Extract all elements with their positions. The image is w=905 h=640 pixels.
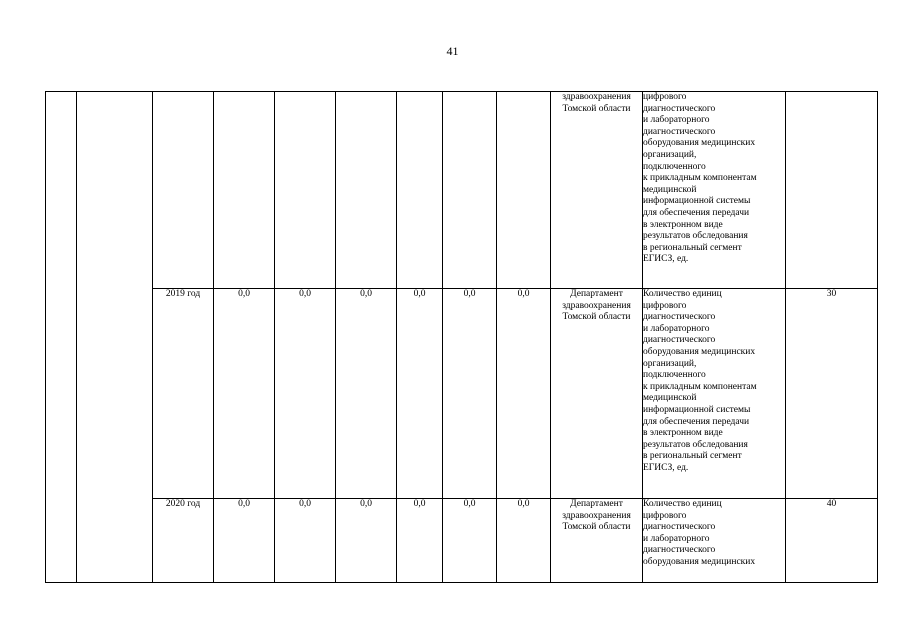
indicator-line: диагностического — [643, 103, 716, 114]
value-cell: 0,0 — [336, 499, 397, 583]
period-cell: 2020 год — [153, 499, 214, 583]
indicator-line: для обеспечения передачи — [643, 416, 750, 427]
indicator-cell — [643, 92, 786, 289]
value-cell — [275, 92, 336, 289]
value-cell: 0,0 — [497, 499, 551, 583]
value-cell — [397, 92, 443, 289]
page-number: 41 — [446, 44, 459, 58]
indicator-line: результатов обследования — [643, 439, 748, 450]
value-cell: 0,0 — [275, 289, 336, 499]
value-cell: 0,0 — [397, 499, 443, 583]
department-line: здравоохранения — [562, 92, 631, 102]
indicator-line: цифрового — [643, 92, 687, 102]
department-line: здравоохранения — [562, 510, 631, 521]
indicator-cell — [643, 289, 786, 499]
indicator-line: организаций, — [643, 358, 697, 369]
department-line: Томской области — [562, 312, 631, 323]
index-cell — [46, 92, 77, 583]
value-cell: 0,0 — [214, 499, 275, 583]
table-row — [46, 499, 878, 583]
indicator-line: результатов обследования — [643, 231, 748, 242]
department-line: Департамент — [570, 499, 623, 509]
indicator-line: оборудования медицинских — [643, 556, 756, 567]
value-cell: 0,0 — [443, 499, 497, 583]
indicator-line: медицинской — [643, 184, 697, 195]
indicator-line: цифрового — [643, 300, 687, 311]
value-cell — [214, 92, 275, 289]
indicator-line: информационной системы — [643, 196, 751, 207]
value-cell — [336, 92, 397, 289]
indicator-line: медицинской — [643, 393, 697, 404]
value-cell: 0,0 — [275, 499, 336, 583]
program-table — [45, 91, 878, 583]
indicator-line: диагностического — [643, 126, 716, 137]
indicator-line: для обеспечения передачи — [643, 207, 750, 218]
indicator-line: оборудования медицинских — [643, 346, 756, 357]
table-row — [46, 92, 878, 289]
indicator-line: к прикладным компонентам — [643, 173, 757, 184]
indicator-line: ЕГИСЗ, ед. — [643, 462, 689, 473]
department-cell — [551, 289, 643, 499]
value-cell: 0,0 — [336, 289, 397, 499]
target-cell — [786, 92, 878, 289]
department-cell — [551, 92, 643, 289]
indicator-line: диагностического — [643, 545, 716, 556]
department-line: Департамент — [570, 289, 623, 299]
indicator-line: к прикладным компонентам — [643, 381, 757, 392]
indicator-line: и лабораторного — [643, 533, 710, 544]
period-cell — [153, 92, 214, 289]
indicator-line: подключенного — [643, 370, 706, 381]
table-row — [46, 289, 878, 499]
value-cell — [497, 92, 551, 289]
indicator-line: диагностического — [643, 312, 716, 323]
indicator-line: и лабораторного — [643, 115, 710, 126]
indicator-line: диагностического — [643, 335, 716, 346]
value-cell: 0,0 — [214, 289, 275, 499]
department-cell — [551, 499, 643, 583]
indicator-line: в региональный сегмент — [643, 451, 742, 462]
indicator-line: организаций, — [643, 149, 697, 160]
department-line: Томской области — [562, 103, 631, 114]
indicator-line: оборудования медицинских — [643, 138, 756, 149]
indicator-line: в электронном виде — [643, 219, 723, 230]
department-line: Томской области — [562, 522, 631, 533]
indicator-line: Количество единиц — [643, 289, 722, 299]
value-cell: 0,0 — [443, 289, 497, 499]
indicator-line: в электронном виде — [643, 428, 723, 439]
indicator-line: цифрового — [643, 510, 687, 521]
indicator-cell — [643, 499, 786, 583]
indicator-line: диагностического — [643, 522, 716, 533]
department-line: здравоохранения — [562, 300, 631, 311]
target-cell: 30 — [786, 289, 878, 499]
indicator-line: информационной системы — [643, 404, 751, 415]
indicator-line: в региональный сегмент — [643, 242, 742, 253]
indicator-line: Количество единиц — [643, 499, 722, 509]
indicator-line: ЕГИСЗ, ед. — [643, 254, 689, 265]
indicator-line: подключенного — [643, 161, 706, 172]
period-cell: 2019 год — [153, 289, 214, 499]
target-cell: 40 — [786, 499, 878, 583]
measure-name-cell — [77, 92, 153, 583]
value-cell: 0,0 — [497, 289, 551, 499]
indicator-line: и лабораторного — [643, 323, 710, 334]
value-cell: 0,0 — [397, 289, 443, 499]
value-cell — [443, 92, 497, 289]
